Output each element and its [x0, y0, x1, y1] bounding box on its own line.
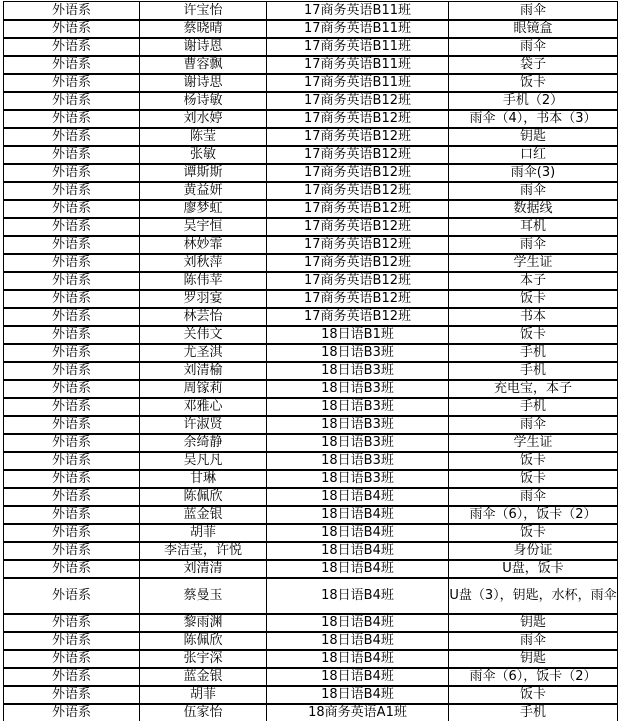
cell-name: 刘水婷	[140, 110, 267, 128]
table-row	[4, 110, 618, 128]
cell-department: 外语系	[4, 560, 140, 578]
cell-items: 雨伞	[449, 236, 618, 254]
cell-class: 18日语B4班	[267, 506, 449, 524]
cell-class: 18日语B3班	[267, 434, 449, 452]
cell-items: 手机	[449, 398, 618, 416]
cell-department: 外语系	[4, 218, 140, 236]
cell-items: 手机（2）	[449, 92, 618, 110]
cell-items: 雨伞(3)	[449, 164, 618, 182]
cell-department: 外语系	[4, 182, 140, 200]
table-row	[4, 2, 618, 20]
table-row	[4, 164, 618, 182]
cell-department: 外语系	[4, 704, 140, 721]
table-row	[4, 74, 618, 92]
cell-items: 雨伞（6），饭卡（2）	[449, 668, 618, 686]
cell-department: 外语系	[4, 2, 140, 20]
cell-class: 18日语B4班	[267, 668, 449, 686]
cell-name: 余绮静	[140, 434, 267, 452]
cell-items: 雨伞	[449, 38, 618, 56]
cell-class: 17商务英语B12班	[267, 128, 449, 146]
cell-department: 外语系	[4, 290, 140, 308]
lost-items-table	[3, 1, 618, 721]
cell-name: 李洁莹，许悦	[140, 542, 267, 560]
cell-department: 外语系	[4, 650, 140, 668]
cell-department: 外语系	[4, 200, 140, 218]
cell-items: 饭卡	[449, 470, 618, 488]
cell-name: 胡菲	[140, 524, 267, 542]
cell-items: 本子	[449, 272, 618, 290]
table-row	[4, 182, 618, 200]
cell-department: 外语系	[4, 506, 140, 524]
cell-items: 身份证	[449, 542, 618, 560]
cell-name: 陈伟苹	[140, 272, 267, 290]
cell-items: 饭卡	[449, 74, 618, 92]
cell-name: 谢诗思	[140, 74, 267, 92]
cell-name: 刘清榆	[140, 362, 267, 380]
cell-items: 饭卡	[449, 452, 618, 470]
cell-items: 雨伞（4），书本（3）	[449, 110, 618, 128]
cell-class: 17商务英语B12班	[267, 290, 449, 308]
cell-department: 外语系	[4, 110, 140, 128]
cell-items: 雨伞	[449, 2, 618, 20]
cell-items: 眼镜盒	[449, 20, 618, 38]
cell-items: 雨伞（6），饭卡（2）	[449, 506, 618, 524]
cell-name: 刘清清	[140, 560, 267, 578]
cell-department: 外语系	[4, 74, 140, 92]
cell-name: 许淑贤	[140, 416, 267, 434]
cell-class: 18日语B4班	[267, 614, 449, 632]
table-row	[4, 38, 618, 56]
cell-name: 甘琳	[140, 470, 267, 488]
cell-class: 18日语B4班	[267, 560, 449, 578]
cell-department: 外语系	[4, 686, 140, 704]
cell-name: 张敏	[140, 146, 267, 164]
cell-class: 17商务英语B11班	[267, 38, 449, 56]
cell-class: 18日语B4班	[267, 650, 449, 668]
cell-department: 外语系	[4, 236, 140, 254]
table-row	[4, 668, 618, 686]
cell-department: 外语系	[4, 38, 140, 56]
cell-name: 刘秋萍	[140, 254, 267, 272]
cell-class: 17商务英语B12班	[267, 272, 449, 290]
cell-items: 书本	[449, 308, 618, 326]
cell-items: 手机	[449, 704, 618, 721]
table-row	[4, 470, 618, 488]
table-row	[4, 524, 618, 542]
cell-name: 罗羽宴	[140, 290, 267, 308]
cell-class: 17商务英语B11班	[267, 2, 449, 20]
cell-department: 外语系	[4, 452, 140, 470]
cell-items: 饭卡	[449, 290, 618, 308]
cell-class: 17商务英语B12班	[267, 236, 449, 254]
cell-items: 充电宝，本子	[449, 380, 618, 398]
cell-name: 胡菲	[140, 686, 267, 704]
cell-items: 袋子	[449, 56, 618, 74]
cell-class: 17商务英语B12班	[267, 218, 449, 236]
cell-department: 外语系	[4, 20, 140, 38]
cell-department: 外语系	[4, 380, 140, 398]
cell-items: 学生证	[449, 254, 618, 272]
cell-class: 18日语B4班	[267, 578, 449, 614]
cell-department: 外语系	[4, 398, 140, 416]
cell-name: 邓雅心	[140, 398, 267, 416]
cell-name: 尤圣淇	[140, 344, 267, 362]
cell-items: U盘（3），钥匙，水杯，雨伞	[449, 578, 618, 614]
cell-class: 18日语B1班	[267, 326, 449, 344]
cell-items: 耳机	[449, 218, 618, 236]
cell-department: 外语系	[4, 326, 140, 344]
table-row	[4, 650, 618, 668]
cell-name: 谭斯斯	[140, 164, 267, 182]
cell-department: 外语系	[4, 614, 140, 632]
cell-items: 饭卡	[449, 524, 618, 542]
table-row	[4, 218, 618, 236]
cell-name: 关伟文	[140, 326, 267, 344]
table-row	[4, 146, 618, 164]
table-row	[4, 20, 618, 38]
cell-class: 17商务英语B12班	[267, 146, 449, 164]
table-row	[4, 686, 618, 704]
cell-name: 陈佩欣	[140, 632, 267, 650]
cell-department: 外语系	[4, 362, 140, 380]
cell-name: 谢诗恩	[140, 38, 267, 56]
cell-class: 17商务英语B12班	[267, 254, 449, 272]
cell-department: 外语系	[4, 578, 140, 614]
cell-items: 学生证	[449, 434, 618, 452]
table-row	[4, 272, 618, 290]
cell-class: 17商务英语B12班	[267, 308, 449, 326]
cell-class: 17商务英语B11班	[267, 20, 449, 38]
cell-class: 18日语B3班	[267, 452, 449, 470]
cell-name: 曹容飘	[140, 56, 267, 74]
cell-items: 雨伞	[449, 416, 618, 434]
cell-name: 杨诗敏	[140, 92, 267, 110]
cell-department: 外语系	[4, 488, 140, 506]
cell-name: 林芸怡	[140, 308, 267, 326]
table-row	[4, 326, 618, 344]
cell-department: 外语系	[4, 470, 140, 488]
cell-name: 吴凡凡	[140, 452, 267, 470]
table-row	[4, 200, 618, 218]
cell-name: 许宝怡	[140, 2, 267, 20]
cell-items: 数据线	[449, 200, 618, 218]
cell-class: 17商务英语B11班	[267, 74, 449, 92]
cell-class: 18日语B3班	[267, 344, 449, 362]
cell-name: 黄益妍	[140, 182, 267, 200]
cell-class: 17商务英语B11班	[267, 56, 449, 74]
cell-class: 17商务英语B12班	[267, 182, 449, 200]
cell-class: 18日语B3班	[267, 380, 449, 398]
cell-name: 蓝金银	[140, 668, 267, 686]
table-row	[4, 452, 618, 470]
cell-department: 外语系	[4, 344, 140, 362]
cell-items: 饭卡	[449, 686, 618, 704]
table-row	[4, 632, 618, 650]
cell-name: 蓝金银	[140, 506, 267, 524]
cell-department: 外语系	[4, 524, 140, 542]
table-row	[4, 488, 618, 506]
cell-name: 林妙霏	[140, 236, 267, 254]
cell-name: 廖梦虹	[140, 200, 267, 218]
cell-class: 18日语B4班	[267, 524, 449, 542]
cell-department: 外语系	[4, 632, 140, 650]
table-row	[4, 128, 618, 146]
cell-items: 口红	[449, 146, 618, 164]
table-row	[4, 344, 618, 362]
cell-items: 手机	[449, 362, 618, 380]
cell-department: 外语系	[4, 308, 140, 326]
cell-name: 蔡曼玉	[140, 578, 267, 614]
table-row	[4, 578, 618, 614]
table-row	[4, 56, 618, 74]
cell-name: 陈莹	[140, 128, 267, 146]
table-row	[4, 308, 618, 326]
table-row	[4, 380, 618, 398]
cell-class: 18日语B3班	[267, 398, 449, 416]
table-row	[4, 254, 618, 272]
table-body	[4, 2, 618, 721]
table-row	[4, 236, 618, 254]
cell-class: 18商务英语A1班	[267, 704, 449, 721]
cell-items: 钥匙	[449, 614, 618, 632]
table-row	[4, 290, 618, 308]
cell-items: 钥匙	[449, 650, 618, 668]
cell-name: 伍家怡	[140, 704, 267, 721]
cell-items: 手机	[449, 344, 618, 362]
cell-class: 18日语B4班	[267, 542, 449, 560]
cell-class: 17商务英语B12班	[267, 164, 449, 182]
cell-name: 陈佩欣	[140, 488, 267, 506]
table-row	[4, 614, 618, 632]
cell-class: 18日语B3班	[267, 362, 449, 380]
cell-department: 外语系	[4, 164, 140, 182]
cell-department: 外语系	[4, 92, 140, 110]
cell-items: 钥匙	[449, 128, 618, 146]
cell-class: 17商务英语B12班	[267, 110, 449, 128]
table-row	[4, 92, 618, 110]
cell-department: 外语系	[4, 146, 140, 164]
cell-items: U盘，饭卡	[449, 560, 618, 578]
cell-items: 雨伞	[449, 182, 618, 200]
cell-department: 外语系	[4, 272, 140, 290]
cell-department: 外语系	[4, 416, 140, 434]
cell-department: 外语系	[4, 128, 140, 146]
cell-department: 外语系	[4, 56, 140, 74]
cell-class: 17商务英语B12班	[267, 92, 449, 110]
table-row	[4, 434, 618, 452]
cell-class: 18日语B3班	[267, 416, 449, 434]
cell-department: 外语系	[4, 542, 140, 560]
cell-department: 外语系	[4, 434, 140, 452]
cell-class: 18日语B4班	[267, 632, 449, 650]
cell-class: 18日语B4班	[267, 488, 449, 506]
cell-items: 雨伞	[449, 632, 618, 650]
cell-class: 17商务英语B12班	[267, 200, 449, 218]
table-row	[4, 560, 618, 578]
cell-name: 周镓莉	[140, 380, 267, 398]
cell-name: 黎雨渊	[140, 614, 267, 632]
table-row	[4, 506, 618, 524]
cell-department: 外语系	[4, 254, 140, 272]
cell-items: 雨伞	[449, 488, 618, 506]
cell-class: 18日语B4班	[267, 686, 449, 704]
cell-class: 18日语B3班	[267, 470, 449, 488]
table-row	[4, 362, 618, 380]
cell-department: 外语系	[4, 668, 140, 686]
table-row	[4, 542, 618, 560]
table-row	[4, 704, 618, 721]
cell-name: 吴宇恒	[140, 218, 267, 236]
cell-name: 蔡晓晴	[140, 20, 267, 38]
cell-name: 张宇深	[140, 650, 267, 668]
table-row	[4, 398, 618, 416]
table-row	[4, 416, 618, 434]
cell-items: 饭卡	[449, 326, 618, 344]
